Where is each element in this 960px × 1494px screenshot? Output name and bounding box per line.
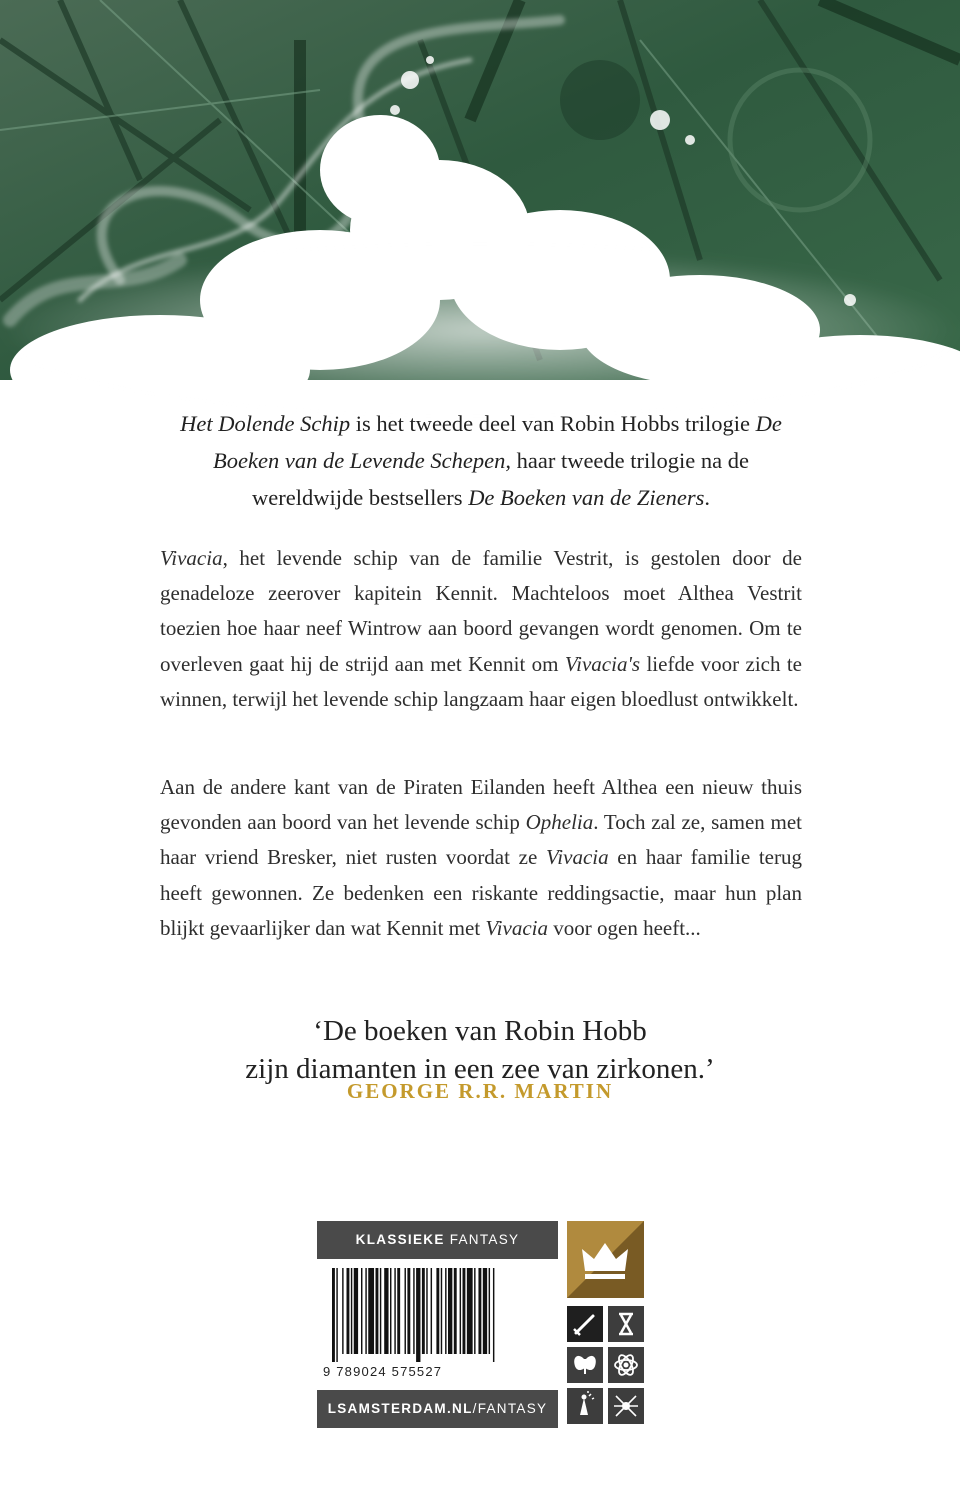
paragraph-text: Aan de andere kant van de Piraten Eilanden heeft Althea een nieuw thuis gevonden aan boord van het levende schip: [160, 775, 802, 835]
atom-icon: [608, 1347, 644, 1383]
butterfly-icon: [567, 1347, 603, 1383]
previous-series-title: De Boeken van de Zieners: [468, 485, 705, 510]
review-quote: [0, 1012, 960, 1088]
website-light: /FANTASY: [472, 1401, 548, 1416]
ship-name: Vivacia: [160, 546, 223, 570]
paragraph-text: . Toch zal ze, samen met haar vriend Bresker, niet rusten voordat ze: [160, 810, 802, 870]
paragraph-text: en haar familie terug heeft gewonnen. Ze bedenken een riskante reddingsactie, maar hun plan blijkt gevaarlijker dan wat Kennit met: [160, 845, 802, 940]
synopsis-paragraph-1: [160, 541, 802, 717]
quote-line-2: zijn diamanten in een zee van zirkonen.’: [245, 1053, 715, 1085]
spider-icon: [608, 1388, 644, 1424]
crown-icon: [567, 1221, 644, 1298]
wizard-icon: [567, 1388, 603, 1424]
quote-line-1: ‘De boeken van Robin Hobb: [313, 1015, 647, 1047]
paragraph-text: liefde voor zich te winnen, terwijl het levende schip langzaam haar eigen bloedlust ontwikkelt.: [160, 651, 803, 711]
paragraph-text: , het levende schip van de familie Vestrit, is gestolen door de genadeloze zeerover kapitein Kennit. Machteloos moet Althea Vestrit toezien hoe haar neef Wintrow aan boord gevangen wordt genomen. Om te overleven gaat hij de strijd aan met Kennit om: [160, 546, 802, 676]
quote-author: GEORGE R.R. MARTIN: [346, 1079, 614, 1103]
intro-text: haar tweede trilogie na de wereldwijde bestsellers: [252, 448, 749, 510]
ship-name: Vivacia's: [564, 651, 641, 676]
isbn-number: 9 789024 575527: [323, 1364, 443, 1379]
book-title: Het Dolende Schip: [180, 411, 351, 436]
ship-name: Vivacia: [546, 845, 609, 870]
hourglass-icon: [608, 1306, 644, 1342]
website-label: [317, 1390, 558, 1428]
genre-label: [317, 1221, 558, 1259]
intro-paragraph: [160, 405, 802, 516]
ship-name: Ophelia: [525, 810, 594, 835]
intro-text: is het tweede deel van Robin Hobbs trilogie: [350, 411, 756, 436]
paragraph-text: voor ogen heeft...: [548, 915, 701, 940]
synopsis-paragraph-2: [160, 770, 802, 946]
genre-label-light: FANTASY: [444, 1232, 520, 1247]
series-title: De Boeken van de Levende Schepen,: [213, 411, 782, 473]
website-bold: LSAMSTERDAM.NL: [327, 1401, 473, 1416]
genre-label-bold: KLASSIEKE: [355, 1232, 445, 1247]
intro-text: .: [704, 485, 710, 510]
ship-name: Vivacia: [485, 915, 548, 940]
sword-icon: [567, 1306, 603, 1342]
barcode: [332, 1268, 552, 1362]
